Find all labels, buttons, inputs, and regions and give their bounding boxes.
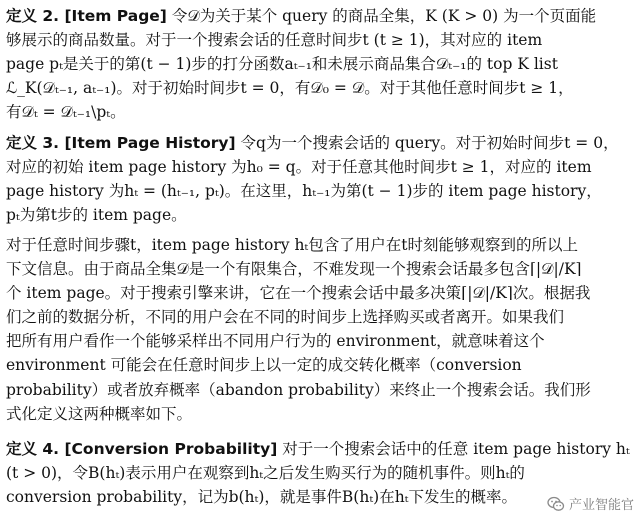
definition-4-line-2: (t > 0)，令B(hₜ)表示用户在观察到hₜ之后发生购买行为的随机事件。则hₜ的 — [6, 464, 525, 483]
definition-2-line-2: 够展示的商品数量。对于一个搜索会话的任意时间步t (t ≥ 1)，其对应的 item — [6, 31, 543, 50]
body-line-5: 把所有用户看作一个能够采样出不同用户行为的 environment，就意味着这个 — [6, 332, 545, 351]
definition-3-line-4: pₜ为第t步的 item page。 — [6, 206, 187, 225]
definition-2-line-5: 有𝒟ₜ = 𝒟ₜ₋₁\pₜ。 — [6, 103, 126, 122]
definition-4-label: 定义 4. [Conversion Probability] — [6, 440, 278, 458]
body-line-2: 下文信息。由于商品全集𝒟是一个有限集合，不难发现一个搜索会话最多包含⌈|𝒟|/K⌉ — [6, 260, 582, 279]
body-line-8: 式化定义这两种概率如下。 — [6, 404, 193, 423]
definition-2-line-1: 定义 2. [Item Page] 令𝒟为关于某个 query 的商品全集，K (K > 0) 为一个页面能 — [6, 7, 597, 25]
definition-2-label: 定义 2. [Item Page] — [6, 7, 167, 25]
body-line-6: environment 可能会在任意时间步上以一定的成交转化概率（conversion — [6, 356, 522, 375]
body-paragraph — [6, 233, 591, 426]
definition-2 — [6, 4, 596, 124]
wechat-icon — [547, 495, 565, 513]
body-line-4: 们之前的数据分析，不同的用户会在不同的时间步上选择购买或者离开。如果我们 — [6, 308, 565, 327]
definition-3-label: 定义 3. [Item Page History] — [6, 134, 236, 152]
definition-3 — [6, 131, 619, 227]
body-line-1: 对于任意时间步骤t，item page history hₜ包含了用户在t时刻能够观察到的所以上 — [6, 236, 578, 254]
definition-3-line-1: 定义 3. [Item Page History] 令q为一个搜索会话的 query。对于初始时间步t = 0， — [6, 134, 619, 152]
body-line-3: 个 item page。对于搜索引擎来讲，它在一个搜索会话中最多决策⌈|𝒟|/K⌉次。根据我 — [6, 284, 591, 303]
definition-4-line-1: 定义 4. [Conversion Probability] 对于一个搜索会话中的任意 item page history hₜ — [6, 440, 630, 458]
definition-3-line-3: page history 为hₜ = (hₜ₋₁, pₜ)。在这里，hₜ₋₁为第(t − 1)步的 item page history， — [6, 182, 602, 201]
watermark — [547, 494, 634, 513]
definition-2-line-3: page pₜ是关于的第(t − 1)步的打分函数aₜ₋₁和未展示商品集合𝒟ₜ₋₁的 top K list — [6, 55, 558, 74]
definition-4 — [6, 437, 630, 509]
definition-3-line-2: 对应的初始 item page history 为h₀ = q。对于任意其他时间步t ≥ 1，对应的 item — [6, 158, 592, 177]
definition-2-line-4: ℒ_K(𝒟ₜ₋₁, aₜ₋₁)。对于初始时间步t = 0，有𝒟₀ = 𝒟。对于其他任意时间步t ≥ 1， — [6, 79, 574, 98]
definition-4-line-3: conversion probability，记为b(hₜ)，就是事件B(hₜ)在hₜ下发生的概率。 — [6, 488, 518, 507]
body-line-7: probability）或者放弃概率（abandon probability）来终止一个搜索会话。我们形 — [6, 380, 591, 399]
watermark-text: 产业智能官 — [568, 498, 634, 513]
